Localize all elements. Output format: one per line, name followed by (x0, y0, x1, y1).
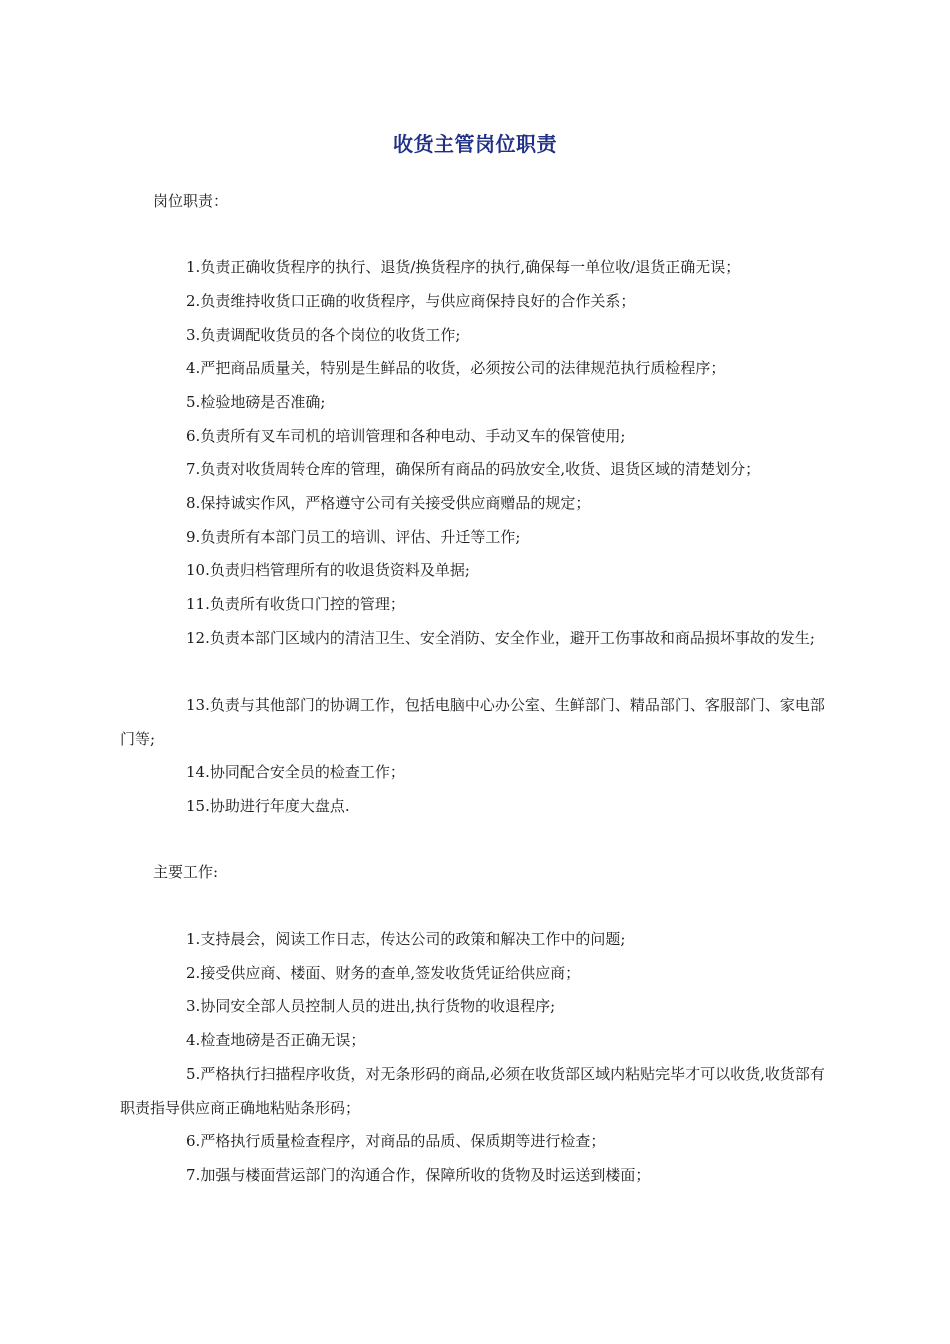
work-item (120, 1124, 830, 1158)
work-item (120, 1057, 830, 1125)
document-title: 收货主管岗位职责 (393, 132, 557, 156)
duty-item-text: 严把商品质量关，特别是生鲜品的收货，必须按公司的法律规范执行质检程序； (200, 359, 726, 377)
duty-item-number: 3. (186, 326, 201, 344)
duty-item (120, 385, 830, 419)
duty-item-number: 10. (186, 561, 210, 579)
duty-item-number: 11. (186, 595, 210, 613)
duty-item-number: 13. (186, 696, 210, 714)
duty-item-number: 4. (186, 359, 201, 377)
work-item-number: 6. (186, 1132, 201, 1150)
duty-item-number: 9. (186, 528, 201, 546)
duty-item-number: 5. (186, 393, 201, 411)
duty-item-text: 检验地磅是否准确; (200, 393, 326, 411)
duty-item-number: 12. (186, 629, 210, 647)
duty-item-number: 2. (186, 292, 201, 310)
duty-item-number: 7. (186, 460, 201, 478)
work-item-text: 加强与楼面营运部门的沟通合作，保障所收的货物及时运送到楼面； (200, 1166, 651, 1184)
duty-item-text: 负责与其他部门的协调工作，包括电脑中心办公室、生鲜部门、精品部门、客服部门、家电部门等; (120, 696, 825, 748)
work-item-text: 检查地磅是否正确无误； (200, 1031, 366, 1049)
work-item-number: 7. (186, 1166, 201, 1184)
work-item (120, 989, 830, 1023)
duties-heading: 岗位职责： (153, 192, 229, 210)
work-item-text: 协同安全部人员控制人员的进出,执行货物的收退程序; (200, 997, 556, 1015)
duty-item-text: 负责调配收货员的各个岗位的收货工作; (200, 326, 461, 344)
duty-item-text: 负责本部门区域内的清洁卫生、安全消防、安全作业，避开工伤事故和商品损坏事故的发生; (209, 629, 815, 647)
work-item-number: 3. (186, 997, 201, 1015)
duty-item (120, 452, 830, 486)
duty-item (120, 621, 830, 655)
duty-item (120, 351, 830, 385)
duty-item (120, 553, 830, 587)
duty-item-number: 6. (186, 427, 201, 445)
duty-item-number: 8. (186, 494, 201, 512)
work-item (120, 1158, 830, 1192)
work-item-text: 严格执行扫描程序收货，对无条形码的商品,必须在收货部区域内粘贴完毕才可以收货,收货部有职责指导供应商正确地粘贴条形码； (120, 1065, 825, 1117)
work-item-number: 1. (186, 930, 201, 948)
duty-item (120, 755, 830, 789)
work-item-number: 5. (186, 1065, 201, 1083)
duty-item (120, 486, 830, 520)
duty-item (120, 284, 830, 318)
duty-item-text: 负责对收货周转仓库的管理，确保所有商品的码放安全,收货、退货区域的清楚划分； (200, 460, 761, 478)
duty-item-text: 负责维持收货口正确的收货程序，与供应商保持良好的合作关系； (200, 292, 636, 310)
work-item-text: 严格执行质量检查程序，对商品的品质、保质期等进行检查； (200, 1132, 606, 1150)
duty-item-text: 协同配合安全员的检查工作； (209, 763, 405, 781)
duty-item (120, 789, 830, 823)
duty-item-text: 负责所有叉车司机的培训管理和各种电动、手动叉车的保管使用; (200, 427, 626, 445)
work-item-number: 2. (186, 964, 201, 982)
duty-item-number: 14. (186, 763, 210, 781)
duty-item (120, 520, 830, 554)
duty-item (120, 587, 830, 621)
duty-item (120, 250, 830, 284)
duty-item (120, 419, 830, 453)
work-item-number: 4. (186, 1031, 201, 1049)
duty-item-number: 15. (186, 797, 210, 815)
work-item (120, 956, 830, 990)
work-item (120, 922, 830, 956)
duty-item-text: 负责归档管理所有的收退货资料及单据; (209, 561, 470, 579)
duty-item-text: 协助进行年度大盘点. (209, 797, 350, 815)
duty-item-text: 保持诚实作风，严格遵守公司有关接受供应商赠品的规定； (200, 494, 591, 512)
duty-item-text: 负责所有收货口门控的管理； (209, 595, 405, 613)
work-item-text: 支持晨会，阅读工作日志，传达公司的政策和解决工作中的问题; (200, 930, 626, 948)
duty-item-number: 1. (186, 258, 201, 276)
duty-item-text: 负责所有本部门员工的培训、评估、升迁等工作; (200, 528, 521, 546)
work-item-text: 接受供应商、楼面、财务的查单,签发收货凭证给供应商； (200, 964, 581, 982)
work-item (120, 1023, 830, 1057)
duty-item (120, 688, 830, 756)
duty-item-text: 负责正确收货程序的执行、退货/换货程序的执行,确保每一单位收/退货正确无误； (200, 258, 741, 276)
duty-item (120, 318, 830, 352)
main-work-heading: 主要工作: (153, 863, 219, 881)
